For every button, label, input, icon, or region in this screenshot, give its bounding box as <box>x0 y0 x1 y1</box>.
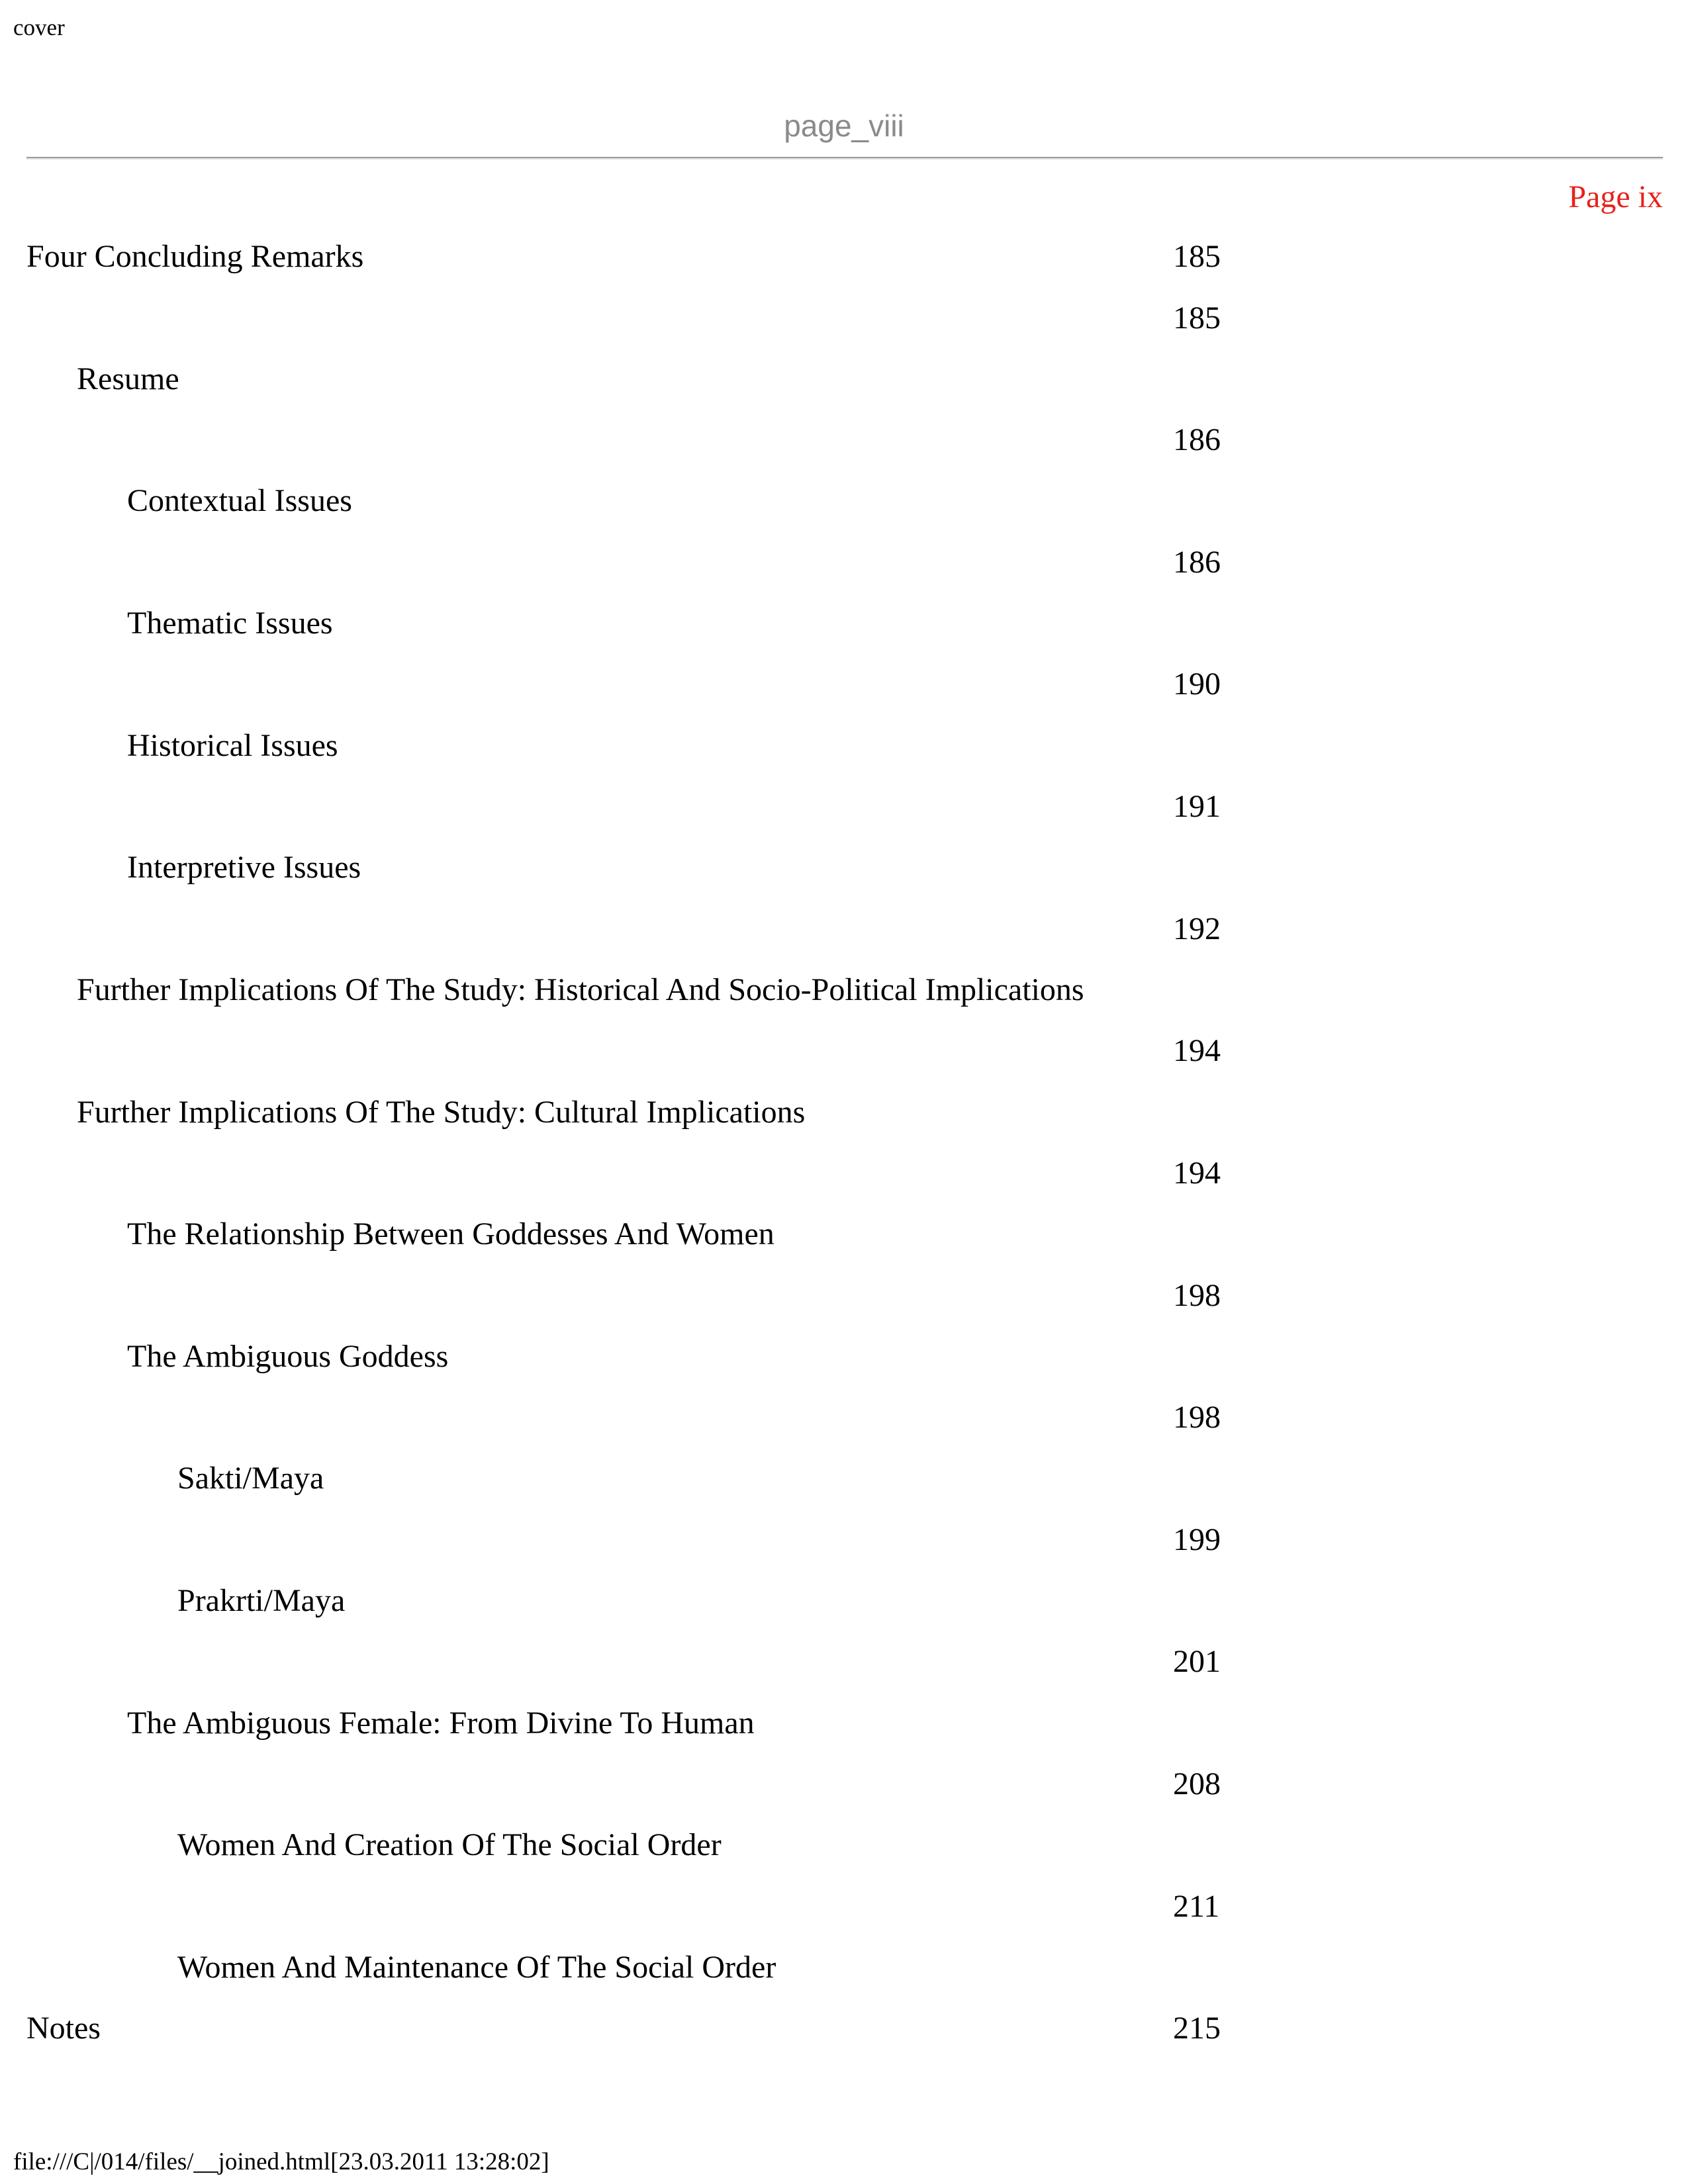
toc-entry-page: 190 <box>1173 666 1221 702</box>
toc-entry-title[interactable]: Interpretive Issues <box>127 850 361 885</box>
toc-entry-title[interactable]: Further Implications Of The Study: Historical And Socio-Political Implications <box>77 972 1084 1007</box>
toc-entry-title[interactable]: Thematic Issues <box>127 606 333 641</box>
toc-entry-page: 194 <box>1173 1033 1221 1068</box>
toc-entry-title[interactable]: Further Implications Of The Study: Cultural Implications <box>77 1095 806 1130</box>
toc-entry-title[interactable]: The Ambiguous Female: From Divine To Human <box>127 1706 755 1741</box>
toc-entry-title[interactable]: Sakti/Maya <box>177 1461 324 1496</box>
toc-entry-title[interactable]: Women And Maintenance Of The Social Order <box>177 1950 776 1985</box>
toc-entry-page: 186 <box>1173 422 1221 457</box>
toc-entry-page: 194 <box>1173 1156 1221 1191</box>
next-page-link[interactable]: Page ix <box>1568 179 1663 214</box>
toc-entry-page: 201 <box>1173 1644 1221 1679</box>
toc-entry-page: 191 <box>1173 789 1221 824</box>
toc-entry-title[interactable]: Prakrti/Maya <box>177 1583 346 1618</box>
toc-chapter-title: Four Concluding Remarks <box>26 239 364 274</box>
footer-file-path: file:///C|/014/files/__joined.html[23.03.2011 13:28:02] <box>13 2148 549 2175</box>
header-divider <box>26 157 1663 159</box>
toc-chapter-page: 185 <box>1173 239 1221 274</box>
toc-entry-title[interactable]: Resume <box>77 361 179 396</box>
toc-entry-page: 199 <box>1173 1522 1221 1557</box>
toc-entry-title[interactable]: Historical Issues <box>127 728 338 763</box>
cover-label: cover <box>13 15 65 40</box>
toc-notes-page: 215 <box>1173 2011 1221 2046</box>
toc-entry-page: 185 <box>1173 300 1221 336</box>
toc-entry-page: 198 <box>1173 1400 1221 1435</box>
toc-entry-page: 192 <box>1173 911 1221 946</box>
toc-entry-page: 211 <box>1173 1889 1220 1924</box>
toc-entry-title[interactable]: Women And Creation Of The Social Order <box>177 1827 722 1862</box>
toc-entry-title[interactable]: Contextual Issues <box>127 483 352 518</box>
toc-entry-title[interactable]: The Relationship Between Goddesses And Women <box>127 1216 774 1251</box>
toc-entry-page: 186 <box>1173 545 1221 580</box>
toc-notes-title[interactable]: Notes <box>26 2011 101 2046</box>
toc-entry-page: 208 <box>1173 1766 1221 1801</box>
page-name: page_viii <box>784 109 904 143</box>
toc-entry-title[interactable]: The Ambiguous Goddess <box>127 1339 449 1374</box>
toc-entry-page: 198 <box>1173 1278 1221 1313</box>
